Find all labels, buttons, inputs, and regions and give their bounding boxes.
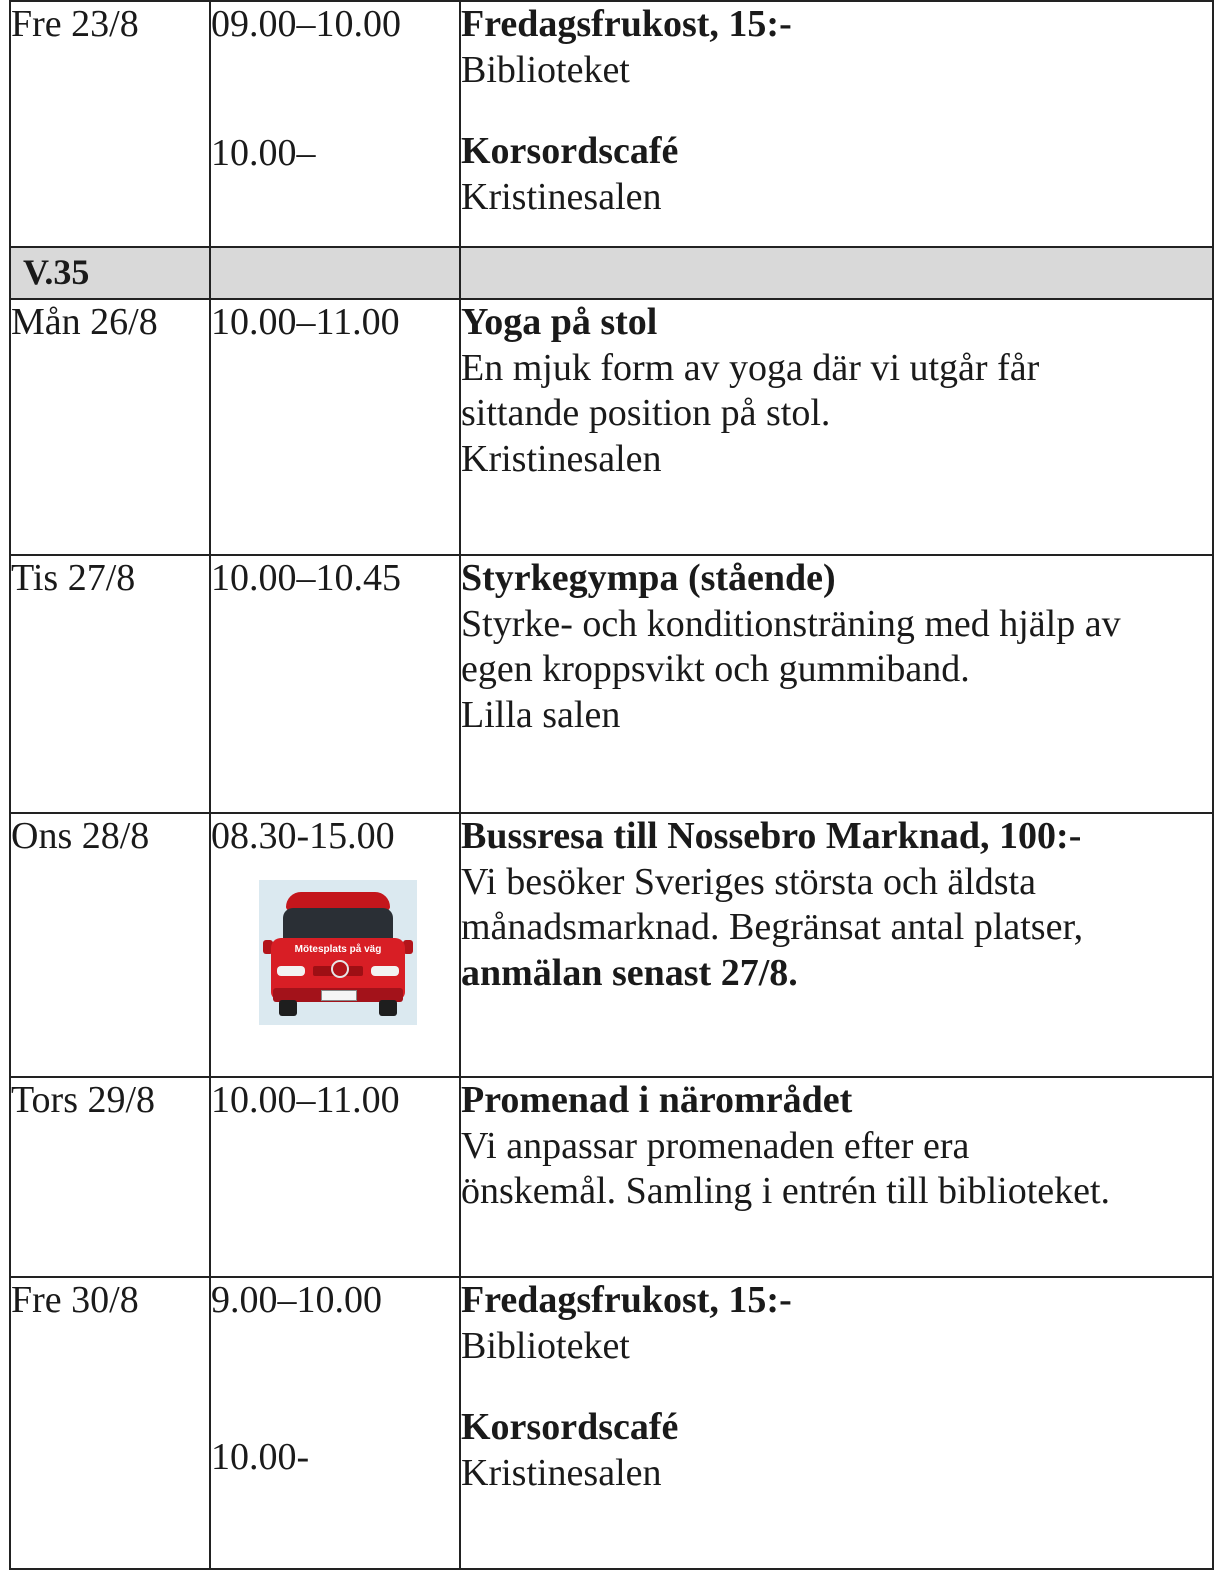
day-cell — [10, 1077, 210, 1277]
activity-description: Vi besöker Sveriges största och äldsta — [461, 860, 1036, 903]
day-label: Mån 26/8 — [11, 301, 158, 343]
day-cell — [10, 1277, 210, 1569]
van-plate — [321, 990, 357, 1001]
day-label: Tis 27/8 — [11, 557, 136, 599]
table-row — [10, 1077, 1213, 1277]
day-cell — [10, 1, 210, 247]
activity-title: Korsordscafé — [461, 130, 679, 173]
activity-description: Vi anpassar promenaden efter era — [461, 1124, 970, 1167]
activity-description: Styrke- och konditionsträning med hjälp av — [461, 602, 1121, 645]
activity-place: Biblioteket — [461, 1324, 630, 1367]
table-row — [10, 1, 1213, 247]
activity-description: önskemål. Samling i entrén till biblioteket. — [461, 1170, 1111, 1213]
time-cell — [210, 1, 460, 247]
day-cell — [10, 299, 210, 555]
day-label: Ons 28/8 — [11, 815, 150, 857]
table-row — [10, 555, 1213, 813]
time-label: 10.00–11.00 — [211, 301, 400, 343]
time-label: 08.30-15.00 — [211, 815, 395, 857]
table-row — [10, 813, 1213, 1077]
activity-title: Bussresa till Nossebro Marknad, 100:- — [461, 815, 1082, 857]
activity-description: egen kroppsvikt och gummiband. — [461, 648, 970, 691]
activity-cell — [460, 1077, 1213, 1277]
time-cell — [210, 1077, 460, 1277]
time-label: 10.00- — [211, 1435, 310, 1478]
activity-place: Kristinesalen — [461, 437, 662, 480]
day-label: Fre 23/8 — [11, 3, 139, 45]
bus-image — [259, 880, 417, 1025]
activity-title: Yoga på stol — [461, 301, 658, 343]
van-wheel — [379, 1000, 397, 1016]
van-label: Mötesplats på väg — [294, 943, 382, 955]
day-label: Fre 30/8 — [11, 1279, 139, 1321]
time-cell — [210, 813, 460, 1077]
van-windshield — [283, 908, 393, 940]
time-cell — [210, 555, 460, 813]
day-cell — [10, 555, 210, 813]
van-headlight — [371, 966, 399, 976]
time-label: 09.00–10.00 — [211, 3, 401, 45]
activity-cell — [460, 1, 1213, 247]
time-label: 10.00–11.00 — [211, 1079, 400, 1121]
activity-place: Lilla salen — [461, 693, 621, 736]
activity-title: Promenad i närområdet — [461, 1079, 853, 1121]
activity-title: Fredagsfrukost, 15:- — [461, 1279, 792, 1321]
activity-place: Biblioteket — [461, 48, 630, 91]
week-empty-cell — [460, 247, 1213, 299]
activity-deadline: anmälan senast 27/8. — [461, 951, 798, 994]
week-empty-cell — [210, 247, 460, 299]
time-cell — [210, 299, 460, 555]
activity-description: En mjuk form av yoga där vi utgår får — [461, 346, 1040, 389]
schedule-table — [9, 0, 1214, 1570]
time-label: 10.00– — [211, 131, 316, 174]
day-cell — [10, 813, 210, 1077]
activity-cell — [460, 555, 1213, 813]
activity-cell — [460, 813, 1213, 1077]
week-header-row — [10, 247, 1213, 299]
week-label: V.35 — [10, 247, 210, 299]
van-logo-icon — [331, 960, 349, 978]
time-cell — [210, 1277, 460, 1569]
activity-place: Kristinesalen — [461, 1451, 662, 1494]
activity-place: Kristinesalen — [461, 175, 662, 218]
time-label: 10.00–10.45 — [211, 557, 401, 599]
activity-description: sittande position på stol. — [461, 392, 831, 435]
van-wheel — [279, 1000, 297, 1016]
activity-title: Korsordscafé — [461, 1406, 679, 1449]
van-roof — [286, 892, 390, 910]
van-headlight — [277, 966, 305, 976]
activity-title: Fredagsfrukost, 15:- — [461, 3, 792, 45]
activity-title: Styrkegympa (stående) — [461, 557, 836, 599]
activity-cell — [460, 1277, 1213, 1569]
time-label: 9.00–10.00 — [211, 1279, 382, 1321]
table-row — [10, 1277, 1213, 1569]
activity-cell — [460, 299, 1213, 555]
activity-description: månadsmarknad. Begränsat antal platser, — [461, 906, 1084, 949]
table-row — [10, 299, 1213, 555]
day-label: Tors 29/8 — [11, 1079, 156, 1121]
